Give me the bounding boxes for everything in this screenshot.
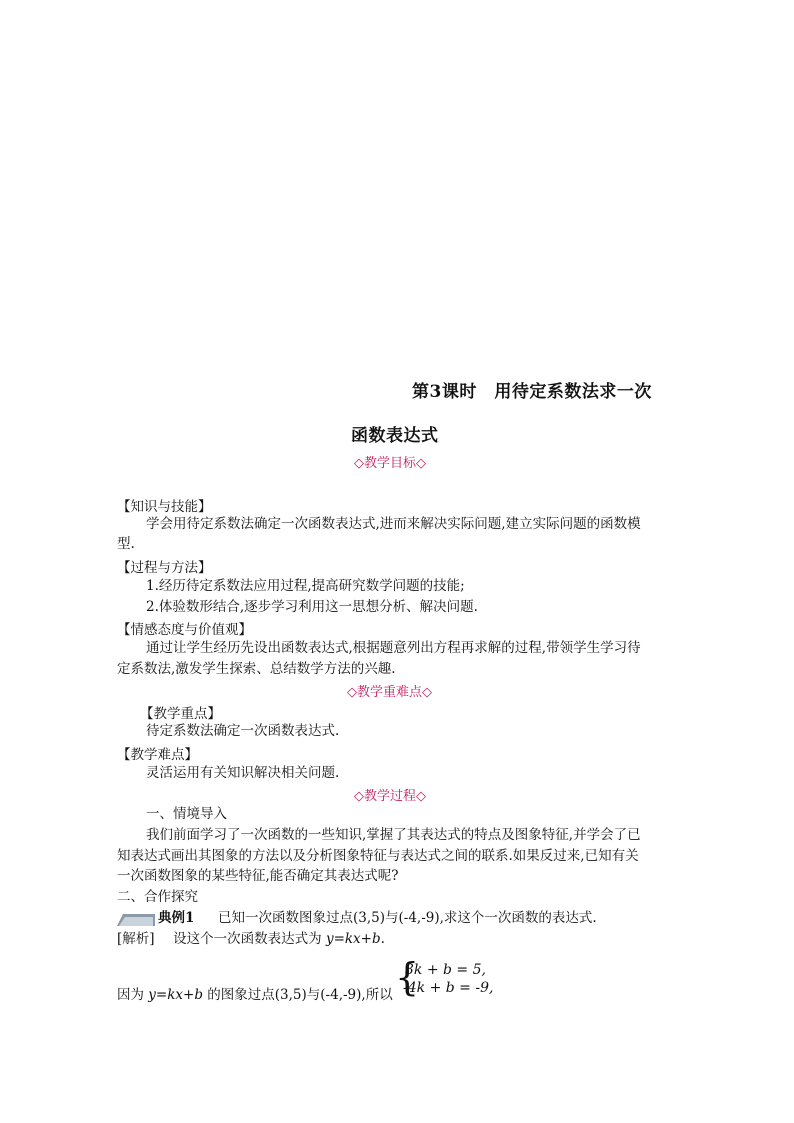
because-mid: 的图象过点(3,5)与(-4,-9),所以 [207,987,393,1003]
because-formula: y=kx+b [148,987,203,1003]
emotion-text-2: 定系数法,激发学生探索、总结数学方法的兴趣. [117,661,396,677]
difficult-text: 灵活运用有关知识解决相关问题. [146,765,340,781]
emotion-text-1: 通过让学生经历先设出函数表达式,根据题意列出方程再求解的过程,带领学生学习待 [146,640,641,656]
section-process: ◇教学过程◇ [354,789,426,804]
part2-heading: 二、合作探究 [117,889,198,905]
key-text: 待定系数法确定一次函数表达式. [146,723,340,739]
title-line-2: 函数表达式 [351,426,439,446]
knowledge-text-2: 型. [117,536,135,552]
analysis-formula: y=kx+b [325,931,381,947]
knowledge-text-1: 学会用待定系数法确定一次函数表达式,进而来解决实际问题,建立实际问题的函数模 [146,516,641,532]
equation-brace: { [395,955,420,999]
emotion-heading: 【情感态度与价值观】 [117,622,252,638]
equation-1: 3k + b = 5, [405,962,486,978]
process-method-item-1: 1.经历待定系数法应用过程,提高研究数学问题的技能; [146,578,465,594]
equation-2: -4k + b = -9, [403,980,494,996]
analysis-label: [解析] [117,931,155,947]
difficult-heading: 【教学难点】 [117,747,198,763]
example-text: 已知一次函数图象过点(3,5)与(-4,-9),求这个一次函数的表达式. [218,910,597,926]
part1-text-3: 一次函数图象的某些特征,能否确定其表达式呢? [117,868,399,884]
key-heading: 【教学重点】 [140,706,221,722]
part1-text-1: 我们前面学习了一次函数的一些知识,掌握了其表达式的特点及图象特征,并学会了已 [146,827,641,843]
part1-heading: 一、情境导入 [146,806,227,822]
part1-text-2: 知表达式画出其图象的方法以及分析图象特征与表达式之间的联系.如果反过来,已知有关 [117,848,639,864]
section-goals: ◇教学目标◇ [354,456,426,471]
section-key-difficult: ◇教学重难点◇ [347,685,432,700]
example-ribbon-icon [117,912,155,926]
process-method-heading: 【过程与方法】 [117,560,212,576]
because-line [117,985,393,1006]
because-pre: 因为 [117,987,144,1003]
analysis-text: 设这个一次函数表达式为 [173,931,322,947]
example-label: 典例1 [158,910,195,926]
process-method-item-2: 2.体验数形结合,逐步学习利用这一思想分析、解决问题. [146,599,478,615]
analysis-text-end: . [380,931,385,947]
title-line-1: 第3课时 用待定系数法求一次 [412,382,652,402]
analysis-line [117,929,385,950]
knowledge-heading: 【知识与技能】 [117,499,212,515]
